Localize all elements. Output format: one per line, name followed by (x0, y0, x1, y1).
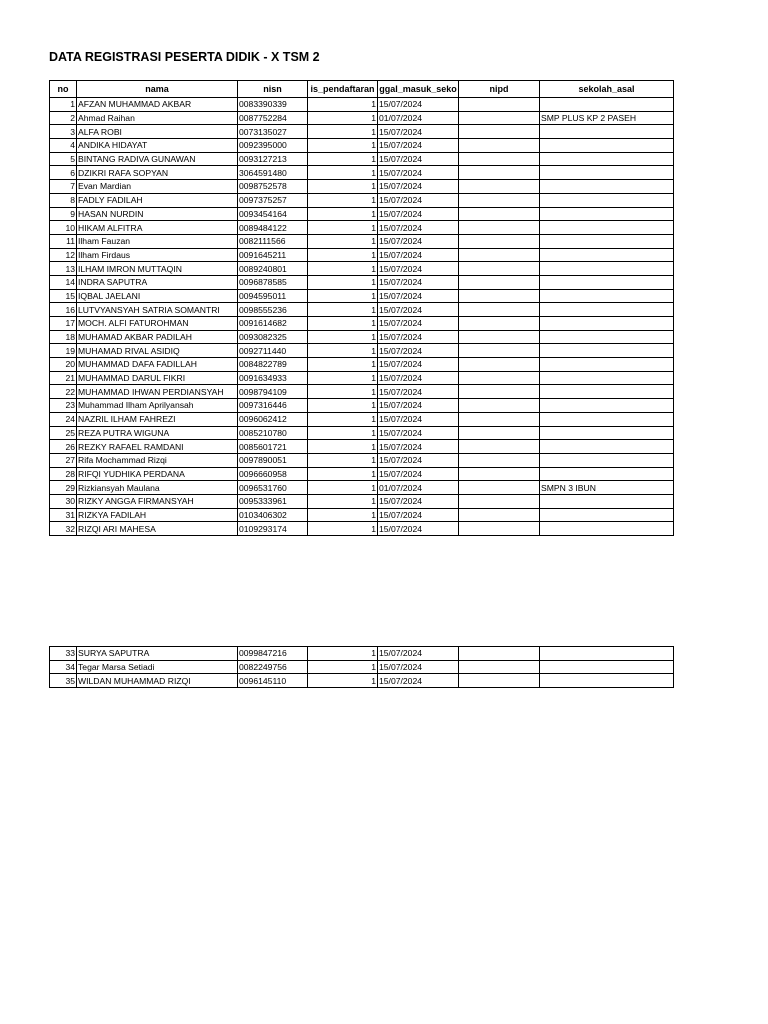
cell-nipd[interactable] (459, 660, 540, 674)
table-row (50, 248, 674, 262)
cell-nisn[interactable]: 0073135027 (238, 125, 308, 139)
cell-tanggal-masuk[interactable]: 15/07/2024 (378, 660, 459, 674)
cell-sekolah-asal[interactable] (540, 494, 674, 508)
cell-nipd[interactable] (459, 248, 540, 262)
cell-jenis-pendaftaran[interactable]: 1 (308, 385, 378, 399)
cell-jenis-pendaftaran[interactable]: 1 (308, 207, 378, 221)
cell-nipd[interactable] (459, 453, 540, 467)
table-row (50, 426, 674, 440)
cell-nipd[interactable] (459, 330, 540, 344)
cell-nisn[interactable]: 0082249756 (238, 660, 308, 674)
table-row (50, 453, 674, 467)
table-row (50, 412, 674, 426)
cell-nisn[interactable]: 0097316446 (238, 399, 308, 413)
cell-nisn[interactable]: 0098794109 (238, 385, 308, 399)
table-row (50, 674, 674, 688)
cell-jenis-pendaftaran[interactable]: 1 (308, 399, 378, 413)
cell-jenis-pendaftaran[interactable]: 1 (308, 139, 378, 153)
cell-no[interactable]: 3 (50, 125, 77, 139)
cell-nipd[interactable] (459, 647, 540, 661)
table-body (50, 98, 674, 536)
cell-tanggal-masuk[interactable]: 15/07/2024 (378, 289, 459, 303)
cell-nipd[interactable] (459, 180, 540, 194)
cell-jenis-pendaftaran[interactable]: 1 (308, 344, 378, 358)
cell-nipd[interactable] (459, 371, 540, 385)
cell-nisn[interactable]: 0094595011 (238, 289, 308, 303)
cell-nama[interactable]: Rizkiansyah Maulana (77, 481, 238, 495)
cell-jenis-pendaftaran[interactable]: 1 (308, 467, 378, 481)
cell-jenis-pendaftaran[interactable]: 1 (308, 317, 378, 331)
cell-jenis-pendaftaran[interactable]: 1 (308, 453, 378, 467)
cell-jenis-pendaftaran[interactable]: 1 (308, 193, 378, 207)
cell-tanggal-masuk[interactable]: 15/07/2024 (378, 248, 459, 262)
cell-nama[interactable]: HIKAM ALFITRA (77, 221, 238, 235)
cell-sekolah-asal[interactable] (540, 399, 674, 413)
cell-nipd[interactable] (459, 193, 540, 207)
cell-nisn[interactable]: 0096531760 (238, 481, 308, 495)
cell-nipd[interactable] (459, 399, 540, 413)
cell-sekolah-asal[interactable] (540, 344, 674, 358)
cell-jenis-pendaftaran[interactable]: 1 (308, 412, 378, 426)
cell-tanggal-masuk[interactable]: 15/07/2024 (378, 207, 459, 221)
cell-nama[interactable]: MUHAMAD RIVAL ASIDIQ (77, 344, 238, 358)
cell-sekolah-asal[interactable] (540, 303, 674, 317)
cell-nisn[interactable]: 0098752578 (238, 180, 308, 194)
cell-jenis-pendaftaran[interactable]: 1 (308, 440, 378, 454)
table-row (50, 221, 674, 235)
header-jenis-pendaftaran-label: is_pendaftaran (310, 83, 375, 94)
cell-nama[interactable]: MUHAMMAD DAFA FADILLAH (77, 358, 238, 372)
table-row (50, 207, 674, 221)
cell-nisn[interactable]: 0089240801 (238, 262, 308, 276)
cell-jenis-pendaftaran[interactable]: 1 (308, 481, 378, 495)
cell-nisn[interactable]: 0109293174 (238, 522, 308, 536)
table-row (50, 344, 674, 358)
table-row (50, 234, 674, 248)
registration-table (49, 80, 674, 536)
cell-no[interactable]: 8 (50, 193, 77, 207)
cell-nipd[interactable] (459, 467, 540, 481)
cell-nisn[interactable]: 0098555236 (238, 303, 308, 317)
cell-no[interactable]: 31 (50, 508, 77, 522)
header-tanggal-masuk[interactable] (378, 81, 459, 98)
cell-nama[interactable]: RIZKY ANGGA FIRMANSYAH (77, 494, 238, 508)
cell-sekolah-asal[interactable] (540, 371, 674, 385)
table-row (50, 467, 674, 481)
cell-nama[interactable]: Rifa Mochammad Rizqi (77, 453, 238, 467)
cell-nipd[interactable] (459, 166, 540, 180)
cell-jenis-pendaftaran[interactable]: 1 (308, 98, 378, 112)
table-row (50, 399, 674, 413)
cell-sekolah-asal[interactable] (540, 234, 674, 248)
table-row (50, 111, 674, 125)
cell-no[interactable]: 15 (50, 289, 77, 303)
cell-nipd[interactable] (459, 440, 540, 454)
cell-sekolah-asal[interactable] (540, 166, 674, 180)
cell-nama[interactable]: REZA PUTRA WIGUNA (77, 426, 238, 440)
cell-nipd[interactable] (459, 125, 540, 139)
cell-nipd[interactable] (459, 289, 540, 303)
cell-no[interactable]: 10 (50, 221, 77, 235)
table-row (50, 180, 674, 194)
cell-nipd[interactable] (459, 207, 540, 221)
cell-nipd[interactable] (459, 303, 540, 317)
cell-sekolah-asal[interactable] (540, 262, 674, 276)
header-nama[interactable]: nama (77, 81, 238, 98)
cell-jenis-pendaftaran[interactable]: 1 (308, 234, 378, 248)
cell-nama[interactable]: INDRA SAPUTRA (77, 275, 238, 289)
cell-jenis-pendaftaran[interactable]: 1 (308, 674, 378, 688)
cell-nisn[interactable]: 0097890051 (238, 453, 308, 467)
cell-no[interactable]: 6 (50, 166, 77, 180)
cell-sekolah-asal[interactable] (540, 317, 674, 331)
cell-no[interactable]: 18 (50, 330, 77, 344)
cell-sekolah-asal[interactable] (540, 508, 674, 522)
cell-no[interactable]: 26 (50, 440, 77, 454)
cell-no[interactable]: 28 (50, 467, 77, 481)
cell-no[interactable]: 14 (50, 275, 77, 289)
cell-tanggal-masuk[interactable]: 15/07/2024 (378, 139, 459, 153)
table-row (50, 508, 674, 522)
cell-nisn[interactable]: 0082111566 (238, 234, 308, 248)
cell-sekolah-asal[interactable] (540, 385, 674, 399)
cell-sekolah-asal[interactable] (540, 330, 674, 344)
table-row (50, 262, 674, 276)
cell-nipd[interactable] (459, 139, 540, 153)
cell-jenis-pendaftaran[interactable]: 1 (308, 262, 378, 276)
cell-no[interactable]: 12 (50, 248, 77, 262)
cell-tanggal-masuk[interactable]: 15/07/2024 (378, 358, 459, 372)
cell-nisn[interactable]: 0083390339 (238, 98, 308, 112)
cell-no[interactable]: 4 (50, 139, 77, 153)
cell-no[interactable]: 5 (50, 152, 77, 166)
cell-nisn[interactable]: 0091614682 (238, 317, 308, 331)
header-jenis-pendaftaran[interactable] (308, 81, 378, 98)
cell-sekolah-asal[interactable] (540, 193, 674, 207)
cell-nama[interactable]: MUHAMMAD DARUL FIKRI (77, 371, 238, 385)
cell-tanggal-masuk[interactable]: 15/07/2024 (378, 152, 459, 166)
cell-no[interactable]: 27 (50, 453, 77, 467)
cell-nama[interactable]: IQBAL JAELANI (77, 289, 238, 303)
cell-nisn[interactable]: 0096145110 (238, 674, 308, 688)
cell-jenis-pendaftaran[interactable]: 1 (308, 494, 378, 508)
cell-nipd[interactable] (459, 481, 540, 495)
cell-no[interactable]: 19 (50, 344, 77, 358)
cell-tanggal-masuk[interactable]: 01/07/2024 (378, 481, 459, 495)
table-row (50, 303, 674, 317)
cell-nama[interactable]: RIZKYA FADILAH (77, 508, 238, 522)
cell-tanggal-masuk[interactable]: 15/07/2024 (378, 494, 459, 508)
cell-nipd[interactable] (459, 317, 540, 331)
cell-nama[interactable]: ILHAM IMRON MUTTAQIN (77, 262, 238, 276)
cell-nama[interactable]: Muhammad Ilham Aprilyansah (77, 399, 238, 413)
cell-sekolah-asal[interactable] (540, 647, 674, 661)
cell-nama[interactable]: MUHAMMAD IHWAN PERDIANSYAH (77, 385, 238, 399)
cell-no[interactable]: 7 (50, 180, 77, 194)
cell-nama[interactable]: ANDIKA HIDAYAT (77, 139, 238, 153)
cell-nama[interactable]: SURYA SAPUTRA (77, 647, 238, 661)
cell-no[interactable]: 22 (50, 385, 77, 399)
cell-nama[interactable]: MUHAMAD AKBAR PADILAH (77, 330, 238, 344)
cell-nipd[interactable] (459, 111, 540, 125)
cell-tanggal-masuk[interactable]: 15/07/2024 (378, 399, 459, 413)
cell-sekolah-asal[interactable] (540, 358, 674, 372)
table-row (50, 275, 674, 289)
cell-jenis-pendaftaran[interactable]: 1 (308, 371, 378, 385)
cell-nisn[interactable]: 0093454164 (238, 207, 308, 221)
cell-tanggal-masuk[interactable]: 15/07/2024 (378, 303, 459, 317)
cell-nama[interactable]: Ahmad Raihan (77, 111, 238, 125)
table-row (50, 330, 674, 344)
table-body-continued (50, 647, 674, 688)
table-header-row (50, 81, 674, 98)
cell-tanggal-masuk[interactable]: 15/07/2024 (378, 412, 459, 426)
cell-jenis-pendaftaran[interactable]: 1 (308, 358, 378, 372)
cell-nisn[interactable]: 0093127213 (238, 152, 308, 166)
cell-nisn[interactable]: 3064591480 (238, 166, 308, 180)
cell-nisn[interactable]: 0085601721 (238, 440, 308, 454)
cell-tanggal-masuk[interactable]: 15/07/2024 (378, 426, 459, 440)
cell-jenis-pendaftaran[interactable]: 1 (308, 660, 378, 674)
table-row (50, 481, 674, 495)
cell-sekolah-asal[interactable] (540, 426, 674, 440)
cell-nipd[interactable] (459, 275, 540, 289)
cell-tanggal-masuk[interactable]: 15/07/2024 (378, 98, 459, 112)
cell-sekolah-asal[interactable] (540, 453, 674, 467)
cell-jenis-pendaftaran[interactable]: 1 (308, 180, 378, 194)
cell-no[interactable]: 35 (50, 674, 77, 688)
cell-sekolah-asal[interactable] (540, 522, 674, 536)
cell-nama[interactable]: Evan Mardian (77, 180, 238, 194)
cell-nama[interactable]: DZIKRI RAFA SOPYAN (77, 166, 238, 180)
table-row (50, 289, 674, 303)
cell-nisn[interactable]: 0097375257 (238, 193, 308, 207)
table-row (50, 371, 674, 385)
cell-nisn[interactable]: 0084822789 (238, 358, 308, 372)
table-row (50, 660, 674, 674)
cell-tanggal-masuk[interactable]: 15/07/2024 (378, 317, 459, 331)
cell-no[interactable]: 16 (50, 303, 77, 317)
cell-tanggal-masuk[interactable]: 15/07/2024 (378, 166, 459, 180)
table-row (50, 193, 674, 207)
cell-tanggal-masuk[interactable]: 15/07/2024 (378, 522, 459, 536)
cell-nipd[interactable] (459, 385, 540, 399)
header-no[interactable]: no (50, 81, 77, 98)
cell-sekolah-asal[interactable] (540, 207, 674, 221)
cell-tanggal-masuk[interactable]: 15/07/2024 (378, 344, 459, 358)
cell-nisn[interactable]: 0085210780 (238, 426, 308, 440)
table-row (50, 139, 674, 153)
cell-tanggal-masuk[interactable]: 15/07/2024 (378, 440, 459, 454)
cell-jenis-pendaftaran[interactable]: 1 (308, 111, 378, 125)
cell-sekolah-asal[interactable] (540, 467, 674, 481)
cell-jenis-pendaftaran[interactable]: 1 (308, 221, 378, 235)
cell-no[interactable]: 29 (50, 481, 77, 495)
header-sekolah-asal[interactable]: sekolah_asal (540, 81, 674, 98)
table-row (50, 317, 674, 331)
cell-nipd[interactable] (459, 508, 540, 522)
cell-nisn[interactable]: 0092395000 (238, 139, 308, 153)
cell-no[interactable]: 13 (50, 262, 77, 276)
cell-nipd[interactable] (459, 234, 540, 248)
cell-nama[interactable]: Ilham Firdaus (77, 248, 238, 262)
cell-no[interactable]: 25 (50, 426, 77, 440)
cell-nisn[interactable]: 0091634933 (238, 371, 308, 385)
cell-no[interactable]: 20 (50, 358, 77, 372)
cell-jenis-pendaftaran[interactable]: 1 (308, 152, 378, 166)
cell-no[interactable]: 11 (50, 234, 77, 248)
cell-sekolah-asal[interactable] (540, 660, 674, 674)
cell-nisn[interactable]: 0095333961 (238, 494, 308, 508)
cell-sekolah-asal[interactable] (540, 221, 674, 235)
cell-sekolah-asal[interactable] (540, 674, 674, 688)
table-row (50, 494, 674, 508)
cell-jenis-pendaftaran[interactable]: 1 (308, 289, 378, 303)
cell-nipd[interactable] (459, 426, 540, 440)
cell-nisn[interactable]: 0089484122 (238, 221, 308, 235)
header-tanggal-masuk-label: ggal_masuk_seko (379, 83, 457, 94)
cell-tanggal-masuk[interactable]: 01/07/2024 (378, 111, 459, 125)
cell-nisn[interactable]: 0096878585 (238, 275, 308, 289)
registration-table-continued (49, 646, 674, 688)
header-nipd[interactable]: nipd (459, 81, 540, 98)
cell-nipd[interactable] (459, 674, 540, 688)
cell-nisn[interactable]: 0099847216 (238, 647, 308, 661)
cell-nisn[interactable]: 0096660958 (238, 467, 308, 481)
cell-sekolah-asal[interactable] (540, 98, 674, 112)
cell-sekolah-asal[interactable] (540, 248, 674, 262)
cell-no[interactable]: 17 (50, 317, 77, 331)
cell-no[interactable]: 23 (50, 399, 77, 413)
cell-jenis-pendaftaran[interactable]: 1 (308, 522, 378, 536)
cell-nama[interactable]: BINTANG RADIVA GUNAWAN (77, 152, 238, 166)
table-row (50, 358, 674, 372)
cell-no[interactable]: 33 (50, 647, 77, 661)
cell-nipd[interactable] (459, 98, 540, 112)
cell-nama[interactable]: NAZRIL ILHAM FAHREZI (77, 412, 238, 426)
cell-sekolah-asal[interactable] (540, 289, 674, 303)
cell-tanggal-masuk[interactable]: 15/07/2024 (378, 467, 459, 481)
cell-sekolah-asal[interactable] (540, 180, 674, 194)
cell-sekolah-asal[interactable] (540, 412, 674, 426)
table-row (50, 522, 674, 536)
cell-jenis-pendaftaran[interactable]: 1 (308, 647, 378, 661)
cell-jenis-pendaftaran[interactable]: 1 (308, 303, 378, 317)
cell-tanggal-masuk[interactable]: 15/07/2024 (378, 262, 459, 276)
cell-nama[interactable]: Tegar Marsa Setiadi (77, 660, 238, 674)
cell-tanggal-masuk[interactable]: 15/07/2024 (378, 330, 459, 344)
cell-sekolah-asal[interactable] (540, 139, 674, 153)
cell-tanggal-masuk[interactable]: 15/07/2024 (378, 234, 459, 248)
cell-nipd[interactable] (459, 152, 540, 166)
cell-tanggal-masuk[interactable]: 15/07/2024 (378, 385, 459, 399)
cell-nisn[interactable]: 0096062412 (238, 412, 308, 426)
cell-tanggal-masuk[interactable]: 15/07/2024 (378, 647, 459, 661)
cell-nisn[interactable]: 0092711440 (238, 344, 308, 358)
cell-no[interactable]: 24 (50, 412, 77, 426)
cell-nama[interactable]: FADLY FADILAH (77, 193, 238, 207)
cell-no[interactable]: 34 (50, 660, 77, 674)
cell-no[interactable]: 32 (50, 522, 77, 536)
cell-tanggal-masuk[interactable]: 15/07/2024 (378, 508, 459, 522)
cell-tanggal-masuk[interactable]: 15/07/2024 (378, 275, 459, 289)
cell-nipd[interactable] (459, 344, 540, 358)
cell-tanggal-masuk[interactable]: 15/07/2024 (378, 453, 459, 467)
cell-no[interactable]: 21 (50, 371, 77, 385)
cell-nisn[interactable]: 0103406302 (238, 508, 308, 522)
table-row (50, 125, 674, 139)
cell-nipd[interactable] (459, 262, 540, 276)
cell-no[interactable]: 9 (50, 207, 77, 221)
cell-jenis-pendaftaran[interactable]: 1 (308, 248, 378, 262)
cell-no[interactable]: 2 (50, 111, 77, 125)
cell-nama[interactable]: MOCH. ALFI FATUROHMAN (77, 317, 238, 331)
cell-nama[interactable]: ALFA ROBI (77, 125, 238, 139)
table-row (50, 166, 674, 180)
cell-nisn[interactable]: 0093082325 (238, 330, 308, 344)
cell-jenis-pendaftaran[interactable]: 1 (308, 125, 378, 139)
cell-nisn[interactable]: 0087752284 (238, 111, 308, 125)
table-row (50, 647, 674, 661)
cell-no[interactable]: 1 (50, 98, 77, 112)
cell-jenis-pendaftaran[interactable]: 1 (308, 508, 378, 522)
table-row (50, 98, 674, 112)
cell-nama[interactable]: AFZAN MUHAMMAD AKBAR (77, 98, 238, 112)
header-nisn[interactable]: nisn (238, 81, 308, 98)
cell-nipd[interactable] (459, 221, 540, 235)
cell-tanggal-masuk[interactable]: 15/07/2024 (378, 221, 459, 235)
cell-sekolah-asal[interactable] (540, 440, 674, 454)
cell-tanggal-masuk[interactable]: 15/07/2024 (378, 180, 459, 194)
cell-nama[interactable]: Ilham Fauzan (77, 234, 238, 248)
page-title: DATA REGISTRASI PESERTA DIDIK - X TSM 2 (49, 50, 320, 64)
cell-nama[interactable]: RIFQI YUDHIKA PERDANA (77, 467, 238, 481)
cell-tanggal-masuk[interactable]: 15/07/2024 (378, 193, 459, 207)
table-row (50, 440, 674, 454)
cell-nama[interactable]: LUTVYANSYAH SATRIA SOMANTRI (77, 303, 238, 317)
cell-nama[interactable]: REZKY RAFAEL RAMDANI (77, 440, 238, 454)
cell-nama[interactable]: HASAN NURDIN (77, 207, 238, 221)
cell-sekolah-asal[interactable]: SMPN 3 IBUN (540, 481, 674, 495)
cell-no[interactable]: 30 (50, 494, 77, 508)
cell-jenis-pendaftaran[interactable]: 1 (308, 166, 378, 180)
table-row (50, 152, 674, 166)
cell-jenis-pendaftaran[interactable]: 1 (308, 275, 378, 289)
cell-nipd[interactable] (459, 494, 540, 508)
cell-nisn[interactable]: 0091645211 (238, 248, 308, 262)
cell-tanggal-masuk[interactable]: 15/07/2024 (378, 125, 459, 139)
cell-tanggal-masuk[interactable]: 15/07/2024 (378, 371, 459, 385)
cell-nipd[interactable] (459, 412, 540, 426)
cell-tanggal-masuk[interactable]: 15/07/2024 (378, 674, 459, 688)
cell-nipd[interactable] (459, 522, 540, 536)
cell-sekolah-asal[interactable] (540, 125, 674, 139)
cell-sekolah-asal[interactable] (540, 275, 674, 289)
cell-sekolah-asal[interactable]: SMP PLUS KP 2 PASEH (540, 111, 674, 125)
cell-jenis-pendaftaran[interactable]: 1 (308, 330, 378, 344)
cell-nama[interactable]: WILDAN MUHAMMAD RIZQI (77, 674, 238, 688)
cell-jenis-pendaftaran[interactable]: 1 (308, 426, 378, 440)
cell-sekolah-asal[interactable] (540, 152, 674, 166)
table-row (50, 385, 674, 399)
cell-nama[interactable]: RIZQI ARI MAHESA (77, 522, 238, 536)
cell-nipd[interactable] (459, 358, 540, 372)
